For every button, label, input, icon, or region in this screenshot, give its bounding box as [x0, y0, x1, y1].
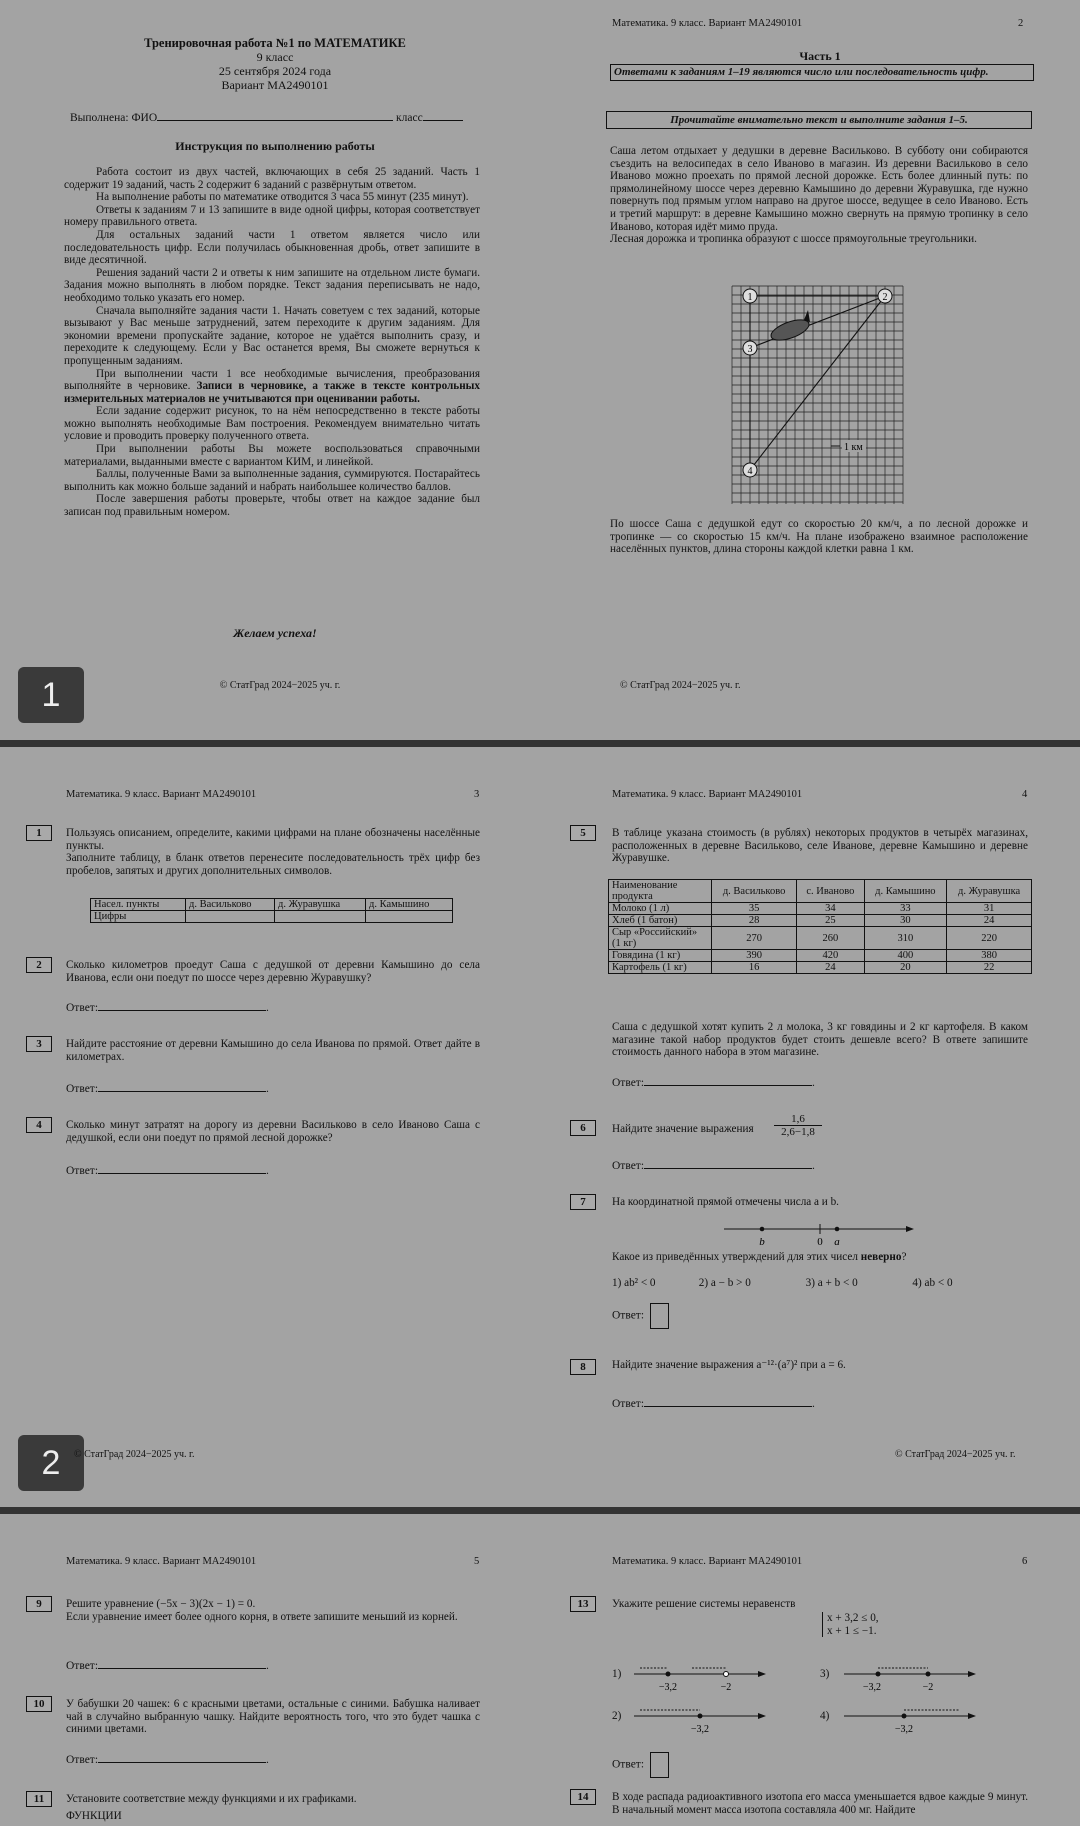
table-header-cell: д. Журавушка: [947, 880, 1032, 903]
table-row: [609, 962, 1032, 974]
page-header: Математика. 9 класс. Вариант МА2490101: [66, 1556, 257, 1567]
answer-cell[interactable]: [366, 911, 453, 923]
part-note: Ответами к заданиям 1–19 являются число или последовательность цифр.: [610, 64, 1034, 81]
svg-text:2: 2: [882, 292, 888, 303]
answer-row: Ответ: .: [66, 1083, 269, 1095]
option-3[interactable]: 3) a + b < 0: [805, 1277, 858, 1289]
task-2-text: Сколько километров проедут Саша с дедушкой от деревни Камышино до села Иванова, если они поедут по шоссе через деревню Журавушку?: [66, 959, 480, 984]
svg-text:−3,2: −3,2: [658, 1682, 678, 1693]
table-row: [609, 950, 1032, 962]
svg-text:−2: −2: [720, 1682, 732, 1693]
story-text: Саша летом отдыхает у дедушки в деревне Васильково. В субботу они собираются съездить на велосипедах в село Иваново в магазин. Из деревни Васильково в село Иваново можно проехать по прямой лесной дорожке. Есть более длинный путь: по прямолинейному шоссе через деревню Камышино до деревни Журавушка, где нужно повернуть под прямым углом направо на другое шоссе, ведущее в село Иваново. Есть и третий маршрут: в деревне Камышино можно свернуть на прямую тропинку в село Иваново, которая идёт мимо пруда.: [610, 145, 1028, 233]
table-cell: 25: [797, 915, 864, 927]
task-5-table: [608, 879, 1032, 974]
copyright: © СтатГрад 2024−2025 уч. г.: [620, 680, 741, 691]
instructions: [64, 166, 480, 519]
table-header-cell: д. Васильково: [186, 899, 275, 911]
answer-label: Ответ:: [612, 1077, 645, 1089]
table-header-cell: д. Камышино: [864, 880, 947, 903]
variant: Вариант МА2490101: [221, 78, 329, 92]
answer-box[interactable]: [650, 1752, 669, 1778]
answer-label: Ответ:: [612, 1398, 645, 1410]
option-3-label[interactable]: 3): [820, 1668, 830, 1680]
table-cell: 220: [947, 927, 1032, 950]
instr-para: Баллы, полученные Вами за выполненные задания, суммируются. Постарайтесь выполнить как можно больше заданий и набрать наибольшее количество баллов.: [64, 468, 480, 493]
answer-field[interactable]: [98, 1173, 266, 1174]
story: [610, 145, 1028, 246]
page-number: 2: [1018, 18, 1024, 29]
option-1[interactable]: 1) ab² < 0: [612, 1277, 656, 1289]
answer-label: Ответ:: [66, 1083, 99, 1095]
answer-label: Ответ:: [66, 1002, 99, 1014]
table-row: [609, 927, 1032, 950]
label-b: b: [759, 1236, 765, 1248]
table-cell: 16: [712, 962, 797, 974]
table-row: [609, 915, 1032, 927]
task-number-9: 9: [26, 1596, 52, 1612]
answer-label: Ответ:: [66, 1165, 99, 1177]
read-note: Прочитайте внимательно текст и выполните задания 1–5.: [606, 111, 1032, 129]
scale-label: 1 км: [844, 442, 863, 453]
table-cell: 380: [947, 950, 1032, 962]
instr-para: Для остальных заданий части 1 ответом является число или последовательность цифр. Если получилась обыкновенная дробь, ответ запишите в виде десятичной.: [64, 228, 480, 267]
table-row: [609, 903, 1032, 915]
copyright: © СтатГрад 2024−2025 уч. г.: [74, 1449, 195, 1460]
task-number-6: 6: [570, 1120, 596, 1136]
answer-field[interactable]: [644, 1168, 812, 1169]
answer-row: Ответ: .: [66, 1165, 269, 1177]
table-cell: 270: [712, 927, 797, 950]
svg-text:4: 4: [747, 466, 753, 477]
instr-para: После завершения работы проверьте, чтобы ответ на каждое задание был записан под правильным номером.: [64, 493, 480, 519]
grade: 9 класс: [256, 50, 294, 64]
instr-title: Инструкция по выполнению работы: [175, 139, 375, 153]
task-number-11: 11: [26, 1791, 52, 1807]
page-header: Математика. 9 класс. Вариант МА2490101: [66, 789, 257, 800]
answer-row: Ответ: .: [66, 1660, 269, 1672]
task-number-7: 7: [570, 1194, 596, 1210]
answer-row: Ответ: .: [612, 1077, 815, 1089]
page-number: 5: [474, 1556, 480, 1567]
instr-para: Если задание содержит рисунок, то на нём непосредственно в тексте работы можно выполнять необходимые Вам построения. Рекомендуем внимательно читать условие и проводить проверку полученного ответа.: [64, 405, 480, 443]
instr-para: Решения заданий части 2 и ответы к ним запишите на отдельном листе бумаги. Задания можно выполнять в любом порядке. Текст задания переписывать не надо, необходимо только указать его номер.: [64, 266, 480, 304]
task-number-8: 8: [570, 1359, 596, 1375]
answer-label: Ответ:: [612, 1160, 645, 1172]
table-cell: Говядина (1 кг): [609, 950, 712, 962]
table-cell: Картофель (1 кг): [609, 962, 712, 974]
number-line: [720, 1217, 920, 1251]
answer-label: Ответ:: [612, 1309, 645, 1322]
table-cell: 30: [864, 915, 947, 927]
map-grid: [732, 286, 903, 504]
answer-label: Ответ:: [66, 1660, 99, 1672]
task-number-1: 1: [26, 825, 52, 841]
task-number-2: 2: [26, 957, 52, 973]
page-number: 4: [1022, 789, 1028, 800]
page-badge-1[interactable]: 1: [18, 667, 84, 723]
fio-field[interactable]: [157, 120, 393, 121]
task-9: [66, 1598, 480, 1623]
svg-text:−3,2: −3,2: [862, 1682, 882, 1693]
task-1-text-2: Заполните таблицу, в бланк ответов перенесите последовательность трёх цифр без пробелов, запятых и других дополнительных символов.: [66, 852, 480, 877]
table-cell: Сыр «Российский» (1 кг): [609, 927, 712, 950]
answer-cell[interactable]: [186, 911, 275, 923]
table-cell: 260: [797, 927, 864, 950]
task-number-4: 4: [26, 1117, 52, 1133]
table-header-cell: д. Журавушка: [275, 899, 366, 911]
page-divider: [0, 740, 1080, 747]
point-2: [878, 289, 892, 303]
answer-field[interactable]: [98, 1010, 266, 1011]
answer-row: Ответ: .: [66, 1002, 269, 1014]
class-field[interactable]: [423, 120, 463, 121]
option-2-graph[interactable]: [630, 1704, 770, 1740]
svg-text:−2: −2: [922, 1682, 934, 1693]
task-9-text: Решите уравнение (−5x − 3)(2x − 1) = 0.: [66, 1598, 256, 1610]
table-header-cell: Насел. пункты: [91, 899, 186, 911]
instr-para: При выполнении работы Вы можете воспользоваться справочными материалами, выданными вместе с вариантом КИМ, и линейкой.: [64, 443, 480, 468]
table-header-cell: д. Васильково: [712, 880, 797, 903]
task-7-text: На координатной прямой отмечены числа a и b.: [612, 1196, 839, 1208]
instr-para: При выполнении части 1 все необходимые вычисления, преобразования выполняйте в черновике.: [64, 367, 480, 393]
answer-row: Ответ: .: [66, 1754, 269, 1766]
task-number-13: 13: [570, 1596, 596, 1612]
fio-label: Выполнена: ФИО: [70, 112, 158, 124]
story-text-2: Лесная дорожка и тропинка образуют с шоссе прямоугольные треугольники.: [610, 233, 977, 246]
option-3-graph[interactable]: [840, 1662, 980, 1698]
task-9-text-2: Если уравнение имеет более одного корня, в ответе запишите меньший из корней.: [66, 1610, 458, 1623]
table-cell: Хлеб (1 батон): [609, 915, 712, 927]
map-plan: [726, 282, 912, 512]
instr-para: Ответы к заданиям 7 и 13 запишите в виде одной цифры, которая соответствует номеру правильного ответа.: [64, 203, 480, 229]
table-cell: 20: [864, 962, 947, 974]
table-header-cell: с. Иваново: [797, 880, 864, 903]
inequality-1: x + 3,2 ≤ 0,: [827, 1612, 879, 1624]
inequality-2: x + 1 ≤ −1.: [827, 1624, 877, 1637]
task-1: [66, 827, 480, 877]
table-cell: 420: [797, 950, 864, 962]
instr-bold: Записи в черновике, а также в тексте контрольных измерительных материалов не учитываются при оценивании работы.: [64, 380, 480, 405]
point-3: [743, 341, 757, 355]
table-cell: 310: [864, 927, 947, 950]
page-divider: [0, 1507, 1080, 1514]
answer-row: Ответ: .: [612, 1160, 815, 1172]
svg-text:1: 1: [747, 292, 753, 303]
table-cell: 31: [947, 903, 1032, 915]
task-number-14: 14: [570, 1789, 596, 1805]
task-3-text: Найдите расстояние от деревни Камышино до села Иванова по прямой. Ответ дайте в километрах.: [66, 1038, 480, 1063]
sheet-3: [0, 1514, 1080, 1826]
label-zero: 0: [817, 1236, 823, 1248]
option-2[interactable]: 2) a − b > 0: [698, 1277, 751, 1289]
svg-text:−3,2: −3,2: [894, 1724, 914, 1735]
page-header: Математика. 9 класс. Вариант МА2490101: [612, 789, 803, 800]
wish: Желаем успеха!: [233, 626, 317, 640]
fio-row: [70, 112, 480, 125]
answer-box[interactable]: [650, 1303, 669, 1329]
page-header: Математика. 9 класс. Вариант МА2490101: [612, 18, 803, 29]
answer-field[interactable]: [98, 1668, 266, 1669]
page-number: 3: [474, 789, 480, 800]
fraction-numerator: 1,6: [774, 1113, 822, 1126]
option-1-graph[interactable]: [630, 1662, 770, 1698]
task-4-text: Сколько минут затратят на дорогу из деревни Васильково в село Иваново Саша с дедушкой, если они поедут по прямой лесной дорожке?: [66, 1119, 480, 1144]
answer-field[interactable]: [644, 1406, 812, 1407]
copyright: © СтатГрад 2024−2025 уч. г.: [895, 1449, 1016, 1460]
instr-para: Работа состоит из двух частей, включающих в себя 25 заданий. Часть 1 содержит 19 заданий, часть 2 содержит 6 заданий с развёрнутым ответом.: [64, 166, 480, 191]
task-number-3: 3: [26, 1036, 52, 1052]
date: 25 сентября 2024 года: [218, 64, 332, 78]
class-label: класс: [396, 112, 423, 124]
task-13-text: Укажите решение системы неравенств: [612, 1598, 796, 1610]
answer-row: Ответ: .: [612, 1398, 815, 1410]
table-cell: 390: [712, 950, 797, 962]
sheet-1: [0, 0, 1080, 740]
table-cell: Молоко (1 л): [609, 903, 712, 915]
task-5-text: В таблице указана стоимость (в рублях) некоторых продуктов в четырёх магазинах, расположенных в деревне Васильково, селе Иванове, деревне Камышино и деревне Журавушке.: [612, 827, 1028, 865]
table-cell: 33: [864, 903, 947, 915]
page-header: Математика. 9 класс. Вариант МА2490101: [612, 1556, 803, 1567]
task-number-5: 5: [570, 825, 596, 841]
answer-field[interactable]: [98, 1762, 266, 1763]
page-badge-2[interactable]: 2: [18, 1435, 84, 1491]
option-4-graph[interactable]: [840, 1704, 980, 1740]
option-4[interactable]: 4) ab < 0: [912, 1277, 953, 1289]
table-cell: 34: [797, 903, 864, 915]
answer-row: [612, 1752, 669, 1778]
task-5-text-2: Саша с дедушкой хотят купить 2 л молока, 3 кг говядины и 2 кг картофеля. В каком магазине такой набор продуктов будет стоить дешевле всего? В ответе запишите стоимость данного набора в этом магазине.: [612, 1021, 1028, 1059]
svg-text:−3,2: −3,2: [690, 1724, 710, 1735]
point-1: [743, 289, 757, 303]
answer-field[interactable]: [98, 1091, 266, 1092]
tree-mark: [804, 310, 810, 322]
inequality-system: [822, 1612, 879, 1637]
point-b: [760, 1227, 765, 1232]
fraction: [774, 1113, 822, 1138]
svg-text:3: 3: [747, 344, 753, 355]
speed-text: По шоссе Саша с дедушкой едут со скоростью 20 км/ч, а по лесной дорожке и тропинке — со скоростью 15 км/ч. На плане изображено взаимное расположение населённых пунктов, длина стороны каждой клетки равна 1 км.: [610, 518, 1028, 556]
point-a: [835, 1227, 840, 1232]
table-cell: 24: [797, 962, 864, 974]
label-a: a: [834, 1236, 840, 1248]
task-11-text: Установите соответствие между функциями и их графиками.: [66, 1793, 357, 1805]
option-1-label[interactable]: 1): [612, 1668, 622, 1680]
task-14-text: В ходе распада радиоактивного изотопа его масса уменьшается вдвое каждые 9 минут. В начальный момент масса изотопа составляла 400 мг. Найдите: [612, 1791, 1028, 1816]
table-cell: 22: [947, 962, 1032, 974]
table-cell: 28: [712, 915, 797, 927]
option-2-label[interactable]: 2): [612, 1710, 622, 1722]
table-header-cell: д. Камышино: [366, 899, 453, 911]
sheet-2: [0, 747, 1080, 1507]
point-4: [743, 463, 757, 477]
task-1-text: Пользуясь описанием, определите, какими цифрами на плане обозначены населённые пункты.: [66, 827, 480, 852]
table-row-label: Цифры: [91, 911, 186, 923]
answer-field[interactable]: [644, 1085, 812, 1086]
instr-para: Сначала выполняйте задания части 1. Начать советуем с тех заданий, которые вызывают у Вас меньше затруднений, затем переходите к другим заданиям. Для экономии времени пропускайте задание, которое не удаётся выполнить сразу, и переходите к следующему. Если у Вас останется время, Вы сможете вернуться к пропущенным заданиям.: [64, 304, 480, 367]
task-7-question-bold: неверно: [860, 1251, 902, 1263]
scale-bar: [831, 440, 866, 453]
answer-label: Ответ:: [612, 1758, 645, 1771]
table-cell: 24: [947, 915, 1032, 927]
task-7-question-text: Какое из приведённых утверждений для этих чисел: [612, 1251, 858, 1263]
task-11-subtitle: ФУНКЦИИ: [66, 1810, 122, 1822]
task-8-text: Найдите значение выражения a⁻¹²·(a⁷)² при a = 6.: [612, 1359, 846, 1371]
table-cell: 400: [864, 950, 947, 962]
fraction-denominator: 2,6−1,8: [781, 1126, 815, 1138]
page-number: 6: [1022, 1556, 1028, 1567]
table-header-cell: Наименование продукта: [609, 880, 712, 903]
answer-cell[interactable]: [275, 911, 366, 923]
option-4-label[interactable]: 4): [820, 1710, 830, 1722]
answer-row: [612, 1303, 669, 1329]
table-cell: 35: [712, 903, 797, 915]
answer-label: Ответ:: [66, 1754, 99, 1766]
task-7-options: [612, 1277, 1032, 1290]
task-7-question: Какое из приведённых утверждений для этих чисел неверно?: [612, 1251, 907, 1263]
page-title: Тренировочная работа №1 по МАТЕМАТИКЕ: [144, 36, 406, 50]
part-title: Часть 1: [799, 49, 841, 63]
task-6-text: Найдите значение выражения: [612, 1123, 754, 1135]
copyright: © СтатГрад 2024−2025 уч. г.: [219, 680, 341, 691]
task-1-table: [90, 898, 453, 923]
instr-para: На выполнение работы по математике отводится 3 часа 55 минут (235 минут).: [96, 191, 469, 204]
task-number-10: 10: [26, 1696, 52, 1712]
task-10-text: У бабушки 20 чашек: 6 с красными цветами, остальные с синими. Бабушка наливает чай в случайно выбранную чашку. Найдите вероятность того, что это будет чашка с синими цветами.: [66, 1698, 480, 1736]
